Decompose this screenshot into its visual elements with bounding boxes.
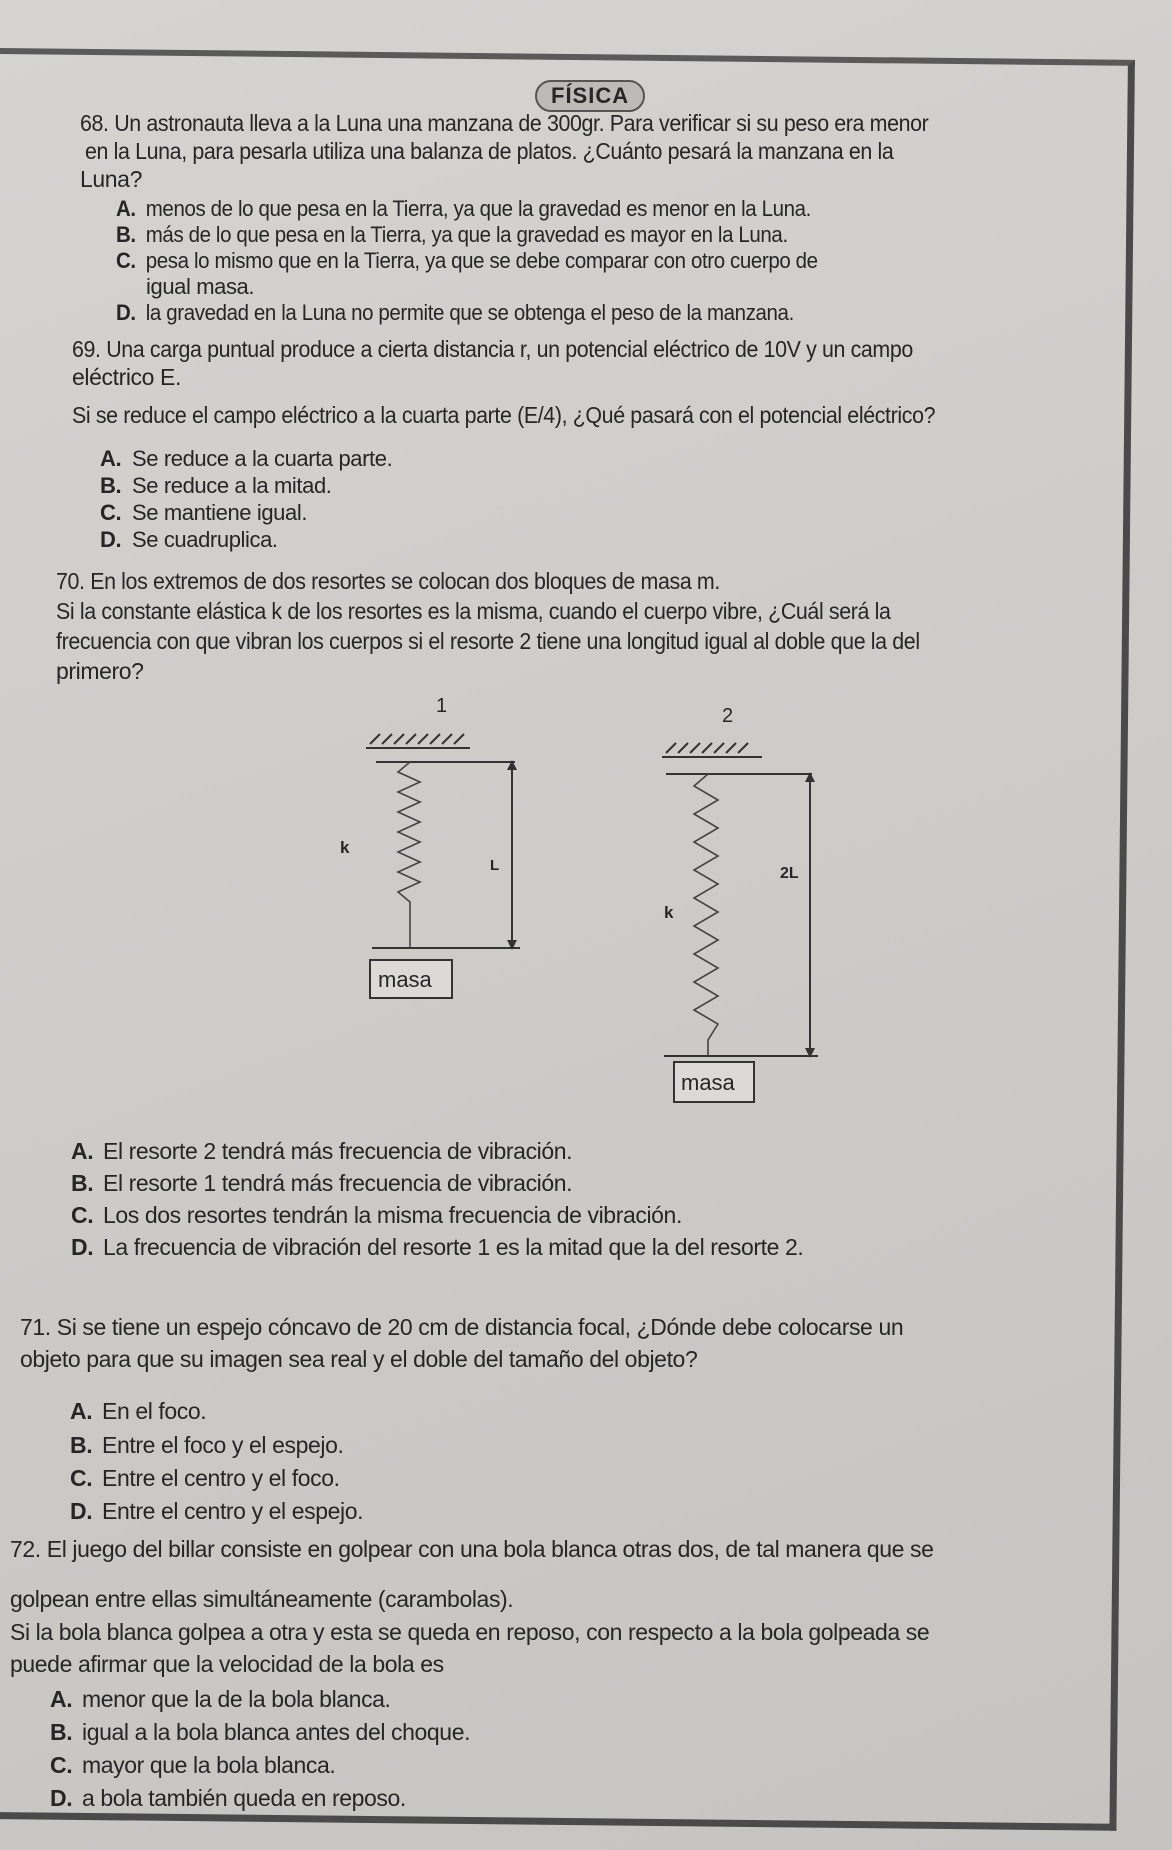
option-text: Entre el centro y el espejo.: [102, 1498, 364, 1524]
question-text: Luna?: [80, 166, 142, 192]
question-text: Si la constante elástica k de los resortes es la misma, cuando el cuerpo vibre, ¿Cuál será la: [56, 598, 891, 624]
option-letter: A.: [116, 196, 136, 221]
option-text: Entre el centro y el foco.: [102, 1465, 340, 1491]
option-text: mayor que la bola blanca.: [82, 1752, 336, 1778]
question-text: Si la bola blanca golpea a otra y esta se queda en reposo, con respecto a la bola golpeada se: [10, 1619, 930, 1645]
option-text: pesa lo mismo que en la Tierra, ya que se debe comparar con otro cuerpo de: [145, 248, 818, 273]
option-letter: D.: [116, 300, 136, 325]
option-text: El resorte 2 tendrá más frecuencia de vibración.: [103, 1138, 573, 1164]
option-text: Los dos resortes tendrán la misma frecuencia de vibración.: [103, 1202, 682, 1228]
question-text: 70. En los extremos de dos resortes se colocan dos bloques de masa m.: [56, 568, 720, 594]
mass-label: masa: [378, 967, 432, 992]
option-a[interactable]: [50, 1686, 391, 1712]
option-d[interactable]: [50, 1785, 406, 1811]
spring-1-label: 1: [436, 695, 448, 717]
option-b[interactable]: [71, 1170, 572, 1196]
option-letter: A.: [70, 1398, 93, 1424]
spring-constant-label: k: [340, 838, 350, 857]
option-letter: C.: [116, 248, 136, 273]
option-letter: D.: [71, 1234, 94, 1260]
question-text: 69. Una carga puntual produce a cierta distancia r, un potencial eléctrico de 10V y un campo: [72, 336, 913, 362]
question-text: primero?: [56, 658, 144, 684]
option-c[interactable]: [50, 1752, 335, 1778]
option-letter: B.: [71, 1170, 94, 1196]
option-c[interactable]: [71, 1202, 682, 1228]
spring-2-label: 2: [722, 705, 734, 727]
option-text: la gravedad en la Luna no permite que se obtenga el peso de la manzana.: [145, 300, 794, 325]
option-text: menos de lo que pesa en la Tierra, ya que la gravedad es menor en la Luna.: [145, 196, 811, 221]
subject-badge: FÍSICA: [535, 80, 645, 112]
option-text: La frecuencia de vibración del resorte 1 es la mitad que la del resorte 2.: [103, 1234, 804, 1260]
question-text: objeto para que su imagen sea real y el doble del tamaño del objeto?: [20, 1346, 698, 1372]
option-letter: B.: [50, 1719, 73, 1745]
option-letter: C.: [50, 1752, 73, 1778]
option-b[interactable]: [70, 1432, 343, 1458]
option-text: más de lo que pesa en la Tierra, ya que la gravedad es mayor en la Luna.: [145, 222, 788, 247]
question-text: en la Luna, para pesarla utiliza una balanza de platos. ¿Cuánto pesará la manzana en la: [85, 138, 894, 164]
option-c[interactable]: [70, 1465, 340, 1491]
spring-constant-label: k: [664, 903, 674, 922]
option-a[interactable]: [71, 1138, 572, 1164]
option-letter: A.: [100, 446, 122, 471]
option-letter: B.: [116, 222, 136, 247]
option-text: Se cuadruplica.: [132, 527, 278, 552]
question-text: 68. Un astronauta lleva a la Luna una manzana de 300gr. Para verificar si su peso era menor: [80, 110, 929, 136]
option-letter: C.: [100, 500, 122, 525]
spring-2-diagram: [662, 705, 818, 1102]
option-letter: B.: [70, 1432, 93, 1458]
option-d[interactable]: [70, 1498, 363, 1524]
option-text: Se mantiene igual.: [132, 500, 308, 525]
option-text: igual a la bola blanca antes del choque.: [82, 1719, 471, 1745]
option-d[interactable]: [71, 1234, 803, 1260]
option-letter: B.: [100, 473, 122, 498]
mass-label: masa: [681, 1070, 735, 1095]
option-text: Entre el foco y el espejo.: [102, 1432, 344, 1458]
spring-1-diagram: [340, 695, 520, 998]
option-b[interactable]: [50, 1719, 470, 1745]
option-text: El resorte 1 tendrá más frecuencia de vibración.: [103, 1170, 573, 1196]
question-text: Si se reduce el campo eléctrico a la cuarta parte (E/4), ¿Qué pasará con el potencial eléctrico?: [72, 402, 936, 428]
question-text: 72. El juego del billar consiste en golpear con una bola blanca otras dos, de tal manera que se: [10, 1536, 934, 1562]
option-a[interactable]: [70, 1398, 206, 1424]
option-text: Se reduce a la cuarta parte.: [132, 446, 393, 471]
option-letter: D.: [70, 1498, 93, 1524]
length-label: 2L: [780, 865, 799, 882]
option-text: En el foco.: [102, 1398, 207, 1424]
option-letter: D.: [50, 1785, 73, 1811]
option-letter: D.: [100, 527, 122, 552]
option-letter: A.: [50, 1686, 73, 1712]
question-text: eléctrico E.: [72, 364, 181, 390]
option-c-continued: igual masa.: [146, 274, 255, 299]
option-text: menor que la de la bola blanca.: [82, 1686, 391, 1712]
question-text: frecuencia con que vibran los cuerpos si el resorte 2 tiene una longitud igual al doble que la del: [56, 628, 920, 654]
question-text: golpean entre ellas simultáneamente (carambolas).: [10, 1586, 514, 1612]
option-text: a bola también queda en reposo.: [82, 1785, 406, 1811]
question-text: puede afirmar que la velocidad de la bola es: [10, 1651, 444, 1677]
question-text: 71. Si se tiene un espejo cóncavo de 20 cm de distancia focal, ¿Dónde debe colocarse un: [20, 1314, 904, 1340]
option-letter: C.: [71, 1202, 94, 1228]
option-letter: A.: [71, 1138, 94, 1164]
option-letter: C.: [70, 1465, 93, 1491]
option-text: Se reduce a la mitad.: [132, 473, 332, 498]
length-label: L: [490, 857, 500, 874]
